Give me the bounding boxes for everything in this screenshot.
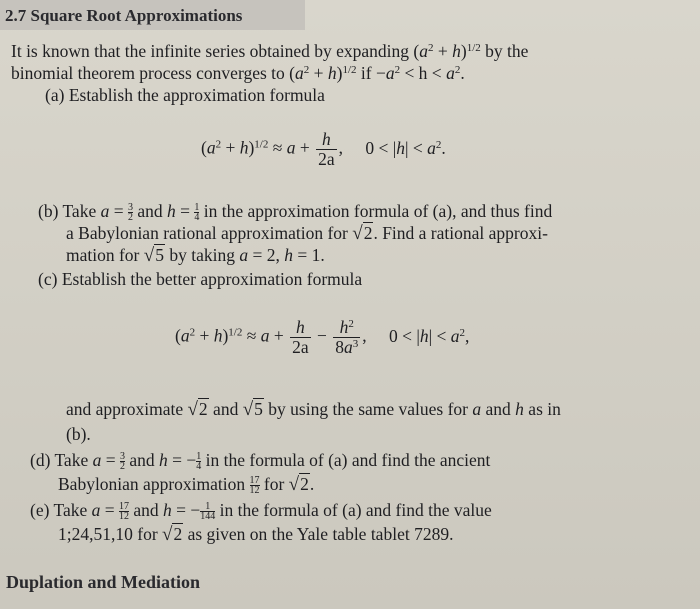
fraction-a: $\frac{3}{2}$ [119,451,125,473]
intro-line-1: It is known that the infinite series obtained by expanding $(a^2 + h)^{1/2}$ by the [11,41,529,61]
part-c-line [38,268,362,290]
fraction-h: $\frac{1}{4}$ [194,202,200,224]
intro-text: if − [356,63,386,83]
part-c-label: (c) [38,269,58,289]
fraction-h: $\frac{1}{144}$ [200,501,216,523]
fraction-h-over-2a: $\frac{h}{2a}$ [292,317,309,357]
part-d-text: in the formula of (a) and find the ancient [201,450,491,470]
part-a-formula: $(a^2 + h)^{1/2} \approx a$ + $\frac{h}{2a}$ , $0 < |h| < a^2$. [201,129,446,169]
next-section-title: Duplation and Mediation [6,572,201,592]
intro-text: binomial theorem process converges to ( [11,63,295,83]
intro-text: It is known that the infinite series obtained by expanding ( [11,41,420,61]
part-b-line-1: (b) Take a = $\frac{3}{2}$ and h = $\frac{1}{4}$ in the approximation formula of (a), and thus find [38,201,553,224]
part-c-line-after-1: and approximate √2 and √5 by using the same values for a and h as in [66,399,561,420]
formula-exponent: 1/2 [254,138,269,151]
part-b-label: (b) [38,201,59,221]
intro-text: < h < [400,63,447,83]
intro-line-2: binomial theorem process converges to $(a^2 + h)^{1/2}$ if $-a^2 < h < a^2$. [11,63,465,83]
part-d-label: (d) [30,450,51,470]
part-a-label: (a) [45,85,65,105]
intro-text-end: by the [480,41,529,61]
part-c-line-after-2: (b). [66,424,91,444]
part-c-text: Establish the better approximation formula [61,269,363,289]
part-b-text: in the approximation formula of (a), and thus find [199,201,553,221]
part-d-line-2: Babylonian approximation $\frac{17}{12}$ for √2. [58,474,315,497]
part-b-line-2: a Babylonian rational approximation for √2. Find a rational approxi- [66,223,548,244]
part-e-line-2: 1;24,51,10 for √2 as given on the Yale table tablet 7289. [58,524,454,545]
section-number: 2.7 [5,6,27,25]
part-e-label: (e) [30,500,50,520]
fraction-a: $\frac{17}{12}$ [119,501,129,523]
section-header [5,6,242,26]
part-e-line-1: (e) Take a = $\frac{17}{12}$ and h = − $\frac{1}{144}$ in the formula of (a) and find the value [30,500,492,523]
fraction-17-over-12: $\frac{17}{12}$ [249,475,260,497]
part-c-formula: $(a^2 + h)^{1/2} \approx a$ + $\frac{h}{2a}$ − $\frac{h^2}{8a^3}$ , $0 < |h| < a^2$, [175,317,470,357]
fraction-a: $\frac{3}{2}$ [127,202,133,224]
fraction-h-over-2a: $\frac{h}{2a}$ [318,129,335,169]
part-a-text: Establish the approximation formula [68,85,325,105]
formula-exponent: 1/2 [228,326,243,339]
part-e-text: in the formula of (a) and find the value [215,500,492,520]
part-a-line [45,84,325,106]
fraction-h: $\frac{1}{4}$ [196,451,202,473]
part-d-line-1: (d) Take a = $\frac{3}{2}$ and h = − $\frac{1}{4}$ in the formula of (a) and find the ancient [30,450,491,473]
section-title: Square Root Approximations [30,6,243,25]
fraction-h2-over-8a3: $\frac{h^2}{8a^3}$ [335,317,359,357]
part-b-line-3: mation for √5 by taking a = 2, h = 1. [66,245,325,266]
